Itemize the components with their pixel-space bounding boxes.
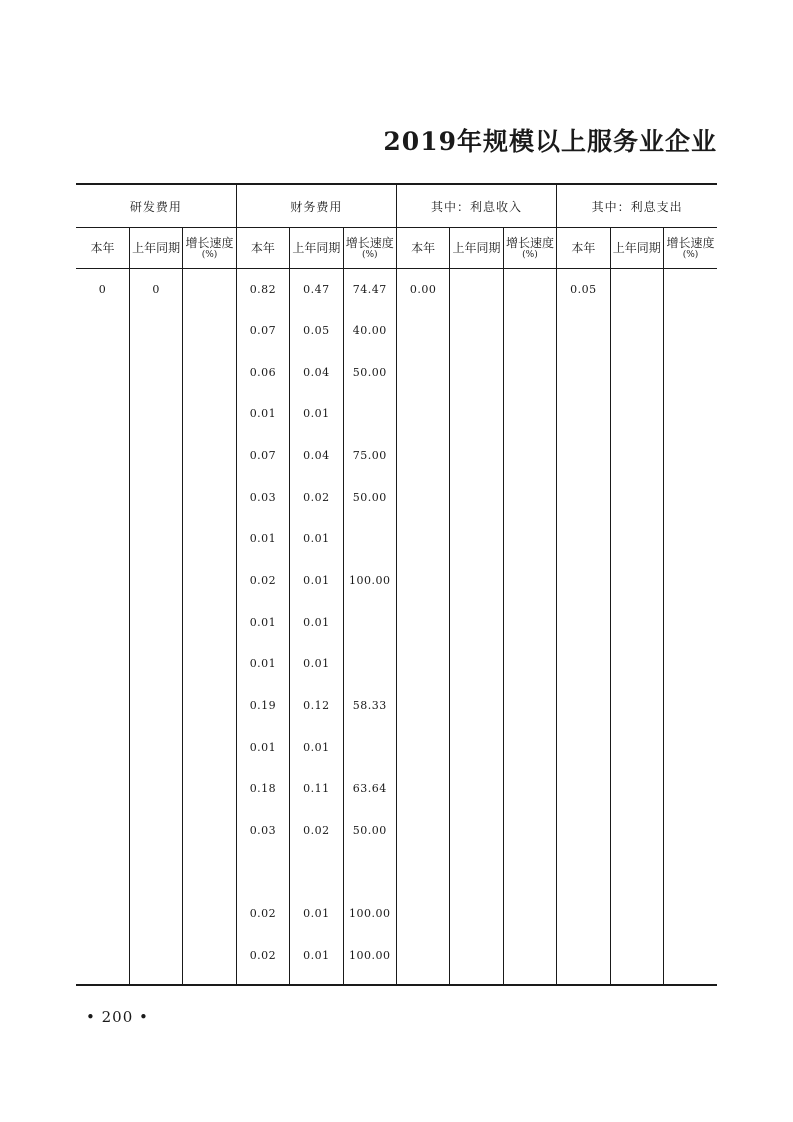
table-cell: 0.05	[557, 269, 610, 311]
table-cell	[450, 685, 503, 727]
table-cell	[450, 727, 503, 769]
table-cell	[343, 643, 396, 685]
table-cell	[396, 768, 449, 810]
table-cell	[503, 643, 556, 685]
table-row	[76, 602, 717, 644]
table-cell: 0.19	[236, 685, 289, 727]
table-cell	[76, 477, 129, 519]
table-cell	[663, 518, 717, 560]
table-cell	[610, 643, 663, 685]
table-cell	[663, 727, 717, 769]
table-cell	[343, 518, 396, 560]
data-table	[76, 183, 717, 986]
table-cell	[129, 310, 182, 352]
table-cell	[183, 269, 236, 311]
table-cell: 0.01	[290, 893, 343, 935]
table-cell	[183, 602, 236, 644]
table-cell: 0	[129, 269, 182, 311]
table-row	[76, 851, 717, 893]
table-cell	[557, 518, 610, 560]
table-cell	[129, 935, 182, 985]
table-cell	[396, 602, 449, 644]
table-row	[76, 893, 717, 935]
table-cell	[129, 602, 182, 644]
table-cell	[450, 477, 503, 519]
table-cell: 0.03	[236, 810, 289, 852]
table-cell: 0.01	[290, 727, 343, 769]
growth-label: 增长速度	[505, 235, 554, 250]
table-cell	[503, 810, 556, 852]
table-cell	[663, 560, 717, 602]
table-cell	[663, 477, 717, 519]
table-cell	[557, 851, 610, 893]
table-cell	[343, 393, 396, 435]
table-cell	[663, 768, 717, 810]
table-cell	[129, 685, 182, 727]
table-cell	[183, 727, 236, 769]
table-cell	[610, 310, 663, 352]
table-cell	[663, 352, 717, 394]
table-cell	[557, 685, 610, 727]
table-cell	[450, 393, 503, 435]
table-cell	[396, 560, 449, 602]
group-header-rd-expense: 研发费用	[76, 184, 236, 228]
table-cell: 0.01	[236, 727, 289, 769]
table-row	[76, 310, 717, 352]
table-cell	[503, 477, 556, 519]
table-cell: 74.47	[343, 269, 396, 311]
table-cell	[396, 435, 449, 477]
table-cell	[450, 935, 503, 985]
table-row	[76, 560, 717, 602]
page-title: 2019年规模以上服务业企业	[383, 127, 717, 156]
table-cell	[557, 352, 610, 394]
table-cell	[663, 810, 717, 852]
table-cell: 0.82	[236, 269, 289, 311]
table-cell	[557, 727, 610, 769]
sub-header-prior: 上年同期	[290, 228, 343, 269]
table-cell: 0.04	[290, 435, 343, 477]
table-cell	[129, 768, 182, 810]
table-cell	[450, 435, 503, 477]
table-cell	[450, 269, 503, 311]
table-cell	[129, 393, 182, 435]
growth-label: 增长速度	[345, 235, 394, 250]
table-cell	[610, 560, 663, 602]
table-cell: 0.01	[290, 393, 343, 435]
table-cell	[129, 435, 182, 477]
table-cell	[503, 560, 556, 602]
table-cell: 63.64	[343, 768, 396, 810]
table-cell: 0.07	[236, 310, 289, 352]
growth-label: 增长速度	[666, 235, 715, 250]
table-cell	[183, 643, 236, 685]
table-cell	[557, 477, 610, 519]
growth-unit: (%)	[361, 249, 378, 260]
table-cell	[396, 851, 449, 893]
table-cell: 0.04	[290, 352, 343, 394]
sub-header-prior: 上年同期	[450, 228, 503, 269]
table-cell	[396, 893, 449, 935]
table-row	[76, 768, 717, 810]
table-cell: 0.01	[236, 602, 289, 644]
table-cell	[663, 893, 717, 935]
table-cell	[610, 602, 663, 644]
sub-header-current: 本年	[76, 228, 129, 269]
table-cell	[183, 768, 236, 810]
table-cell: 0.01	[290, 643, 343, 685]
table-cell	[503, 685, 556, 727]
growth-label: 增长速度	[185, 235, 234, 250]
group-header-interest-expense: 其中：利息支出	[557, 184, 717, 228]
group-header-row	[76, 184, 717, 228]
table-row	[76, 435, 717, 477]
table-cell	[76, 310, 129, 352]
sub-header-growth	[183, 228, 236, 269]
table-cell	[557, 893, 610, 935]
table-cell	[343, 727, 396, 769]
table-row	[76, 352, 717, 394]
table-cell	[610, 893, 663, 935]
table-cell	[396, 310, 449, 352]
table-cell	[343, 602, 396, 644]
table-cell: 0.01	[290, 560, 343, 602]
table-cell	[183, 435, 236, 477]
table-cell	[396, 393, 449, 435]
table-cell	[76, 935, 129, 985]
table-row	[76, 643, 717, 685]
sub-header-prior: 上年同期	[129, 228, 182, 269]
table-cell	[396, 518, 449, 560]
table-cell: 0	[98, 283, 107, 296]
table-cell	[129, 810, 182, 852]
group-header-finance-expense: 财务费用	[236, 184, 396, 228]
table-cell	[557, 602, 610, 644]
table-cell	[663, 602, 717, 644]
table-cell: 0.11	[290, 768, 343, 810]
table-cell	[503, 935, 556, 985]
table-cell	[557, 310, 610, 352]
table-cell	[76, 435, 129, 477]
table-cell	[557, 560, 610, 602]
table-cell	[610, 768, 663, 810]
table-cell	[129, 727, 182, 769]
table-cell	[183, 560, 236, 602]
table-cell: 50.00	[343, 810, 396, 852]
table-cell	[183, 518, 236, 560]
table-cell	[557, 435, 610, 477]
sub-header-current: 本年	[396, 228, 449, 269]
table-cell	[76, 768, 129, 810]
table-row	[76, 477, 717, 519]
table-cell	[610, 352, 663, 394]
table-cell	[183, 685, 236, 727]
table-cell: 100.00	[343, 893, 396, 935]
table-cell	[76, 518, 129, 560]
table-cell	[450, 851, 503, 893]
table-cell	[129, 560, 182, 602]
table-cell	[503, 602, 556, 644]
sub-header-prior: 上年同期	[610, 228, 663, 269]
table-cell: 0.06	[236, 352, 289, 394]
table-cell	[76, 643, 129, 685]
table-cell	[503, 727, 556, 769]
table-cell	[396, 727, 449, 769]
table-cell	[503, 352, 556, 394]
table-cell	[503, 893, 556, 935]
table-cell: 58.33	[343, 685, 396, 727]
table-cell	[450, 643, 503, 685]
table-cell	[503, 310, 556, 352]
table-cell	[396, 643, 449, 685]
table-cell: 0.00	[396, 269, 449, 311]
table-cell: 0.12	[290, 685, 343, 727]
sub-header-growth	[663, 228, 717, 269]
table-cell	[503, 269, 556, 311]
table-cell: 0.01	[236, 393, 289, 435]
table-cell: 100.00	[343, 935, 396, 985]
table-cell: 0.02	[290, 810, 343, 852]
table-cell	[183, 810, 236, 852]
table-cell	[183, 851, 236, 893]
table-row	[76, 269, 717, 311]
table-cell	[503, 393, 556, 435]
growth-unit: (%)	[682, 249, 699, 260]
table-cell: 0.02	[236, 893, 289, 935]
table-cell	[610, 477, 663, 519]
table-cell	[610, 851, 663, 893]
table-cell: 100.00	[343, 560, 396, 602]
table-cell	[450, 560, 503, 602]
growth-unit: (%)	[522, 249, 538, 260]
table-row	[76, 393, 717, 435]
table-cell	[76, 352, 129, 394]
table-cell	[450, 518, 503, 560]
table-cell: 0.47	[290, 269, 343, 311]
table-cell	[610, 435, 663, 477]
table-cell: 0.01	[236, 518, 289, 560]
table-cell	[663, 935, 717, 985]
table-cell	[290, 851, 343, 893]
table-cell	[503, 435, 556, 477]
table-cell	[76, 393, 129, 435]
table-cell: 0.18	[236, 768, 289, 810]
sub-header-growth	[503, 228, 556, 269]
sub-header-row	[76, 228, 717, 269]
table-cell	[610, 685, 663, 727]
table-cell	[663, 393, 717, 435]
table-cell: 40.00	[343, 310, 396, 352]
table-cell: 0.02	[236, 935, 289, 985]
sub-header-growth	[343, 228, 396, 269]
sub-header-current: 本年	[557, 228, 610, 269]
table-body	[76, 269, 717, 985]
table-cell	[76, 560, 129, 602]
table-cell	[450, 352, 503, 394]
table-cell: 0.03	[236, 477, 289, 519]
table-cell	[557, 935, 610, 985]
table-cell	[236, 851, 289, 893]
table-cell	[183, 935, 236, 985]
table-cell	[663, 435, 717, 477]
table-cell	[663, 685, 717, 727]
table-cell	[183, 393, 236, 435]
table-cell: 0.01	[236, 643, 289, 685]
table-cell	[663, 310, 717, 352]
table-cell	[396, 810, 449, 852]
table-cell	[76, 602, 129, 644]
table-row	[76, 518, 717, 560]
table-cell	[76, 893, 129, 935]
table-cell: 0.01	[290, 935, 343, 985]
table-cell	[450, 768, 503, 810]
table-cell	[450, 893, 503, 935]
table-cell	[76, 851, 129, 893]
table-cell	[557, 810, 610, 852]
table-cell	[557, 768, 610, 810]
table-cell	[183, 310, 236, 352]
table-cell	[129, 851, 182, 893]
table-cell	[610, 810, 663, 852]
sub-header-current: 本年	[236, 228, 289, 269]
table-cell: 0.02	[236, 560, 289, 602]
table-cell: 0.05	[290, 310, 343, 352]
table-cell: 50.00	[343, 352, 396, 394]
table-cell	[663, 851, 717, 893]
table-cell	[396, 352, 449, 394]
table-cell	[610, 518, 663, 560]
table-cell	[663, 269, 717, 311]
group-header-interest-income: 其中：利息收入	[396, 184, 556, 228]
table-cell	[129, 643, 182, 685]
table-cell	[396, 477, 449, 519]
table-cell: 75.00	[343, 435, 396, 477]
table-cell	[396, 935, 449, 985]
table-cell: 0.01	[290, 518, 343, 560]
growth-unit: (%)	[201, 249, 218, 260]
table-cell	[503, 768, 556, 810]
table-row	[76, 727, 717, 769]
table-cell: 0.02	[290, 477, 343, 519]
table-cell: 0.01	[290, 602, 343, 644]
table-cell	[343, 851, 396, 893]
table-cell	[450, 310, 503, 352]
table-row	[76, 810, 717, 852]
table-row	[76, 935, 717, 985]
table-row	[76, 685, 717, 727]
table-cell	[557, 393, 610, 435]
table-cell	[396, 685, 449, 727]
table-cell	[76, 685, 129, 727]
table-cell	[663, 643, 717, 685]
table-cell: 50.00	[343, 477, 396, 519]
table-cell	[183, 352, 236, 394]
table-cell	[129, 477, 182, 519]
table-cell	[76, 810, 129, 852]
table-cell	[129, 518, 182, 560]
table-cell	[183, 893, 236, 935]
table-cell	[610, 393, 663, 435]
table-cell	[503, 518, 556, 560]
table-cell: 0.07	[236, 435, 289, 477]
page-number: • 200 •	[86, 1008, 149, 1026]
table-cell	[450, 810, 503, 852]
table-cell	[610, 935, 663, 985]
table-cell	[503, 851, 556, 893]
table-cell	[129, 893, 182, 935]
table-cell	[183, 477, 236, 519]
table-cell	[76, 727, 129, 769]
table-cell	[610, 727, 663, 769]
table-cell	[557, 643, 610, 685]
table-cell	[450, 602, 503, 644]
table-cell	[610, 269, 663, 311]
table-cell	[129, 352, 182, 394]
